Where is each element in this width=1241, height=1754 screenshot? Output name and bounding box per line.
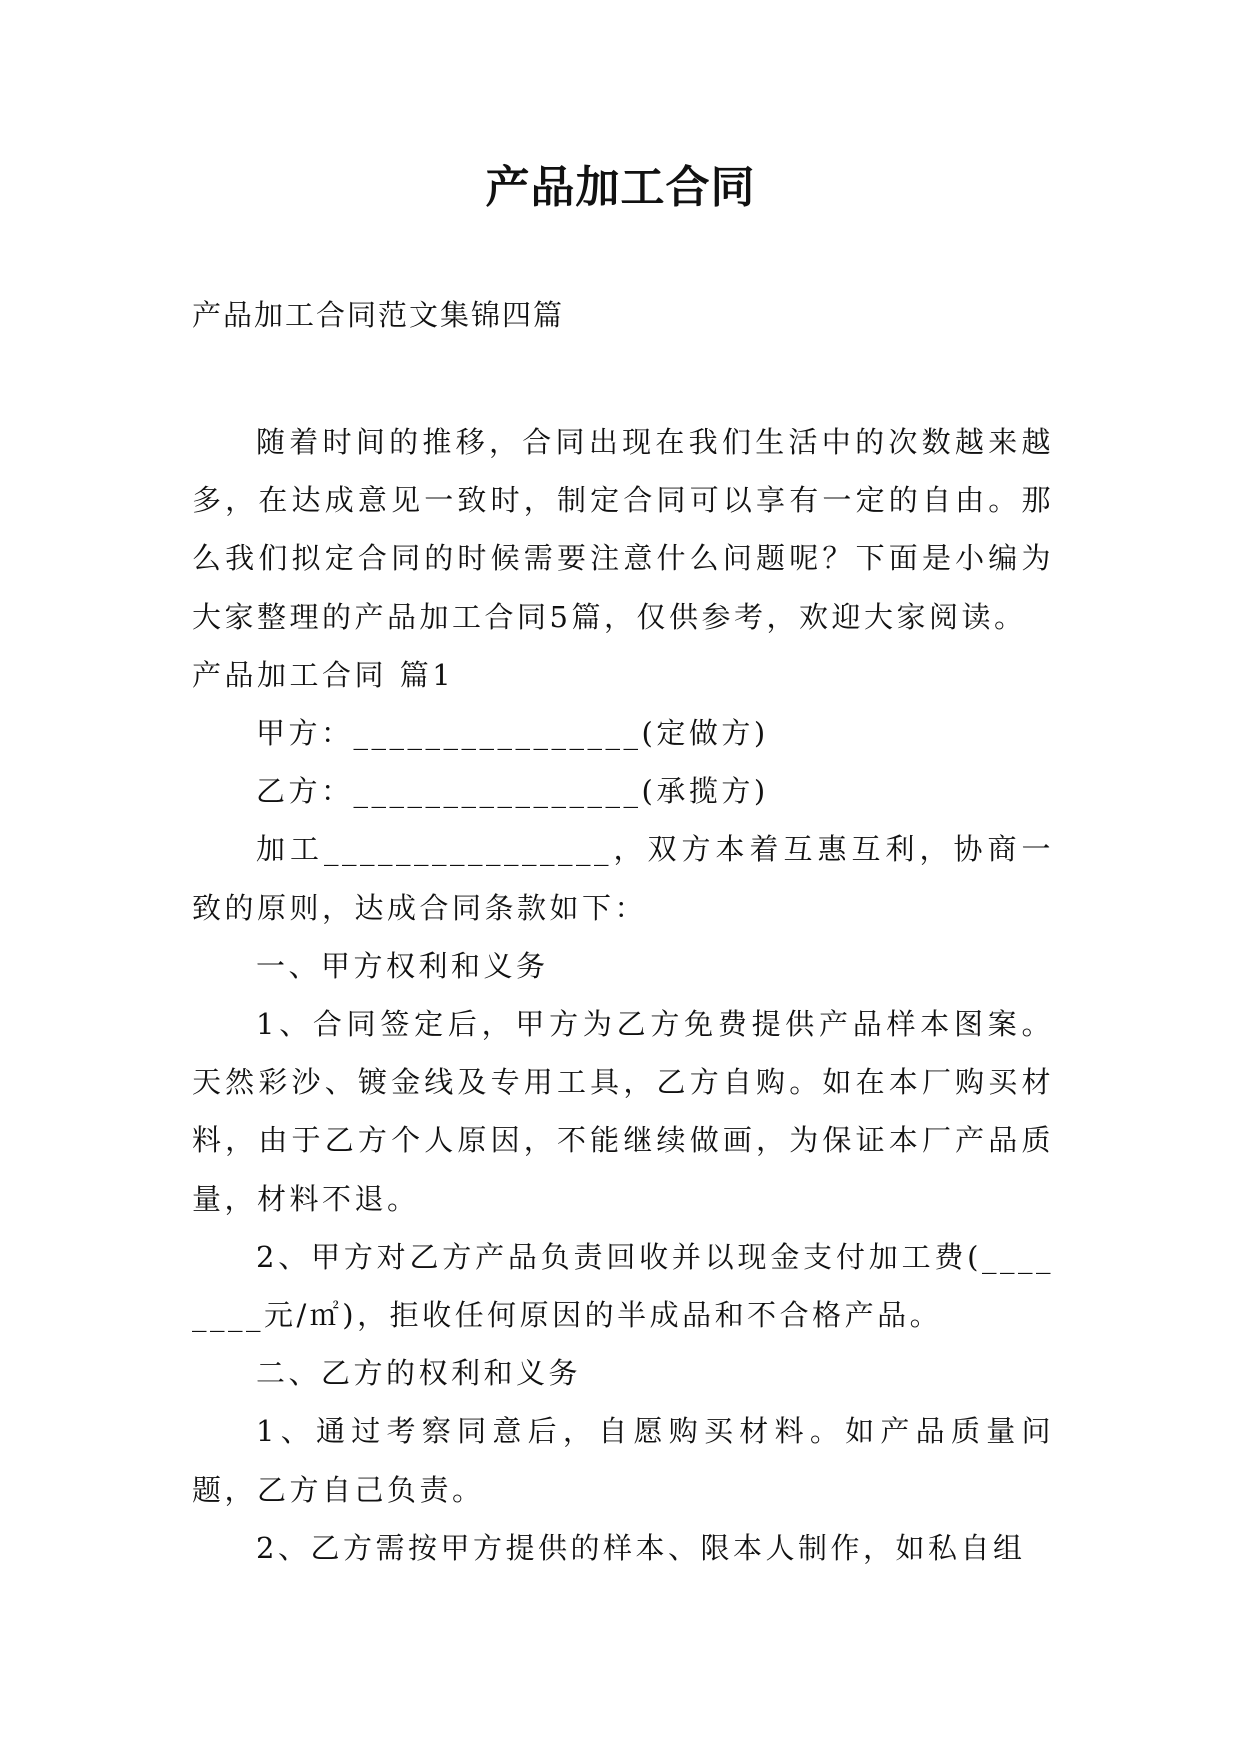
clause-b1: 1、通过考察同意后，自愿购买材料。如产品质量问题，乙方自己负责。 — [192, 1414, 1054, 1507]
clause-a2: 2、甲方对乙方产品负责回收并以现金支付加工费(________元/㎡)，拒收任何原因的半成品和不合格产品。 — [192, 1239, 1054, 1333]
party-b-line: 乙方：________________(承揽方) — [256, 774, 769, 809]
document-subtitle: 产品加工合同范文集锦四篇 — [192, 298, 565, 332]
intro-paragraph: 随着时间的推移，合同出现在我们生活中的次数越来越多，在达成意见一致时，制定合同可以享有一定的自由。那么我们拟定合同的时候需要注意什么问题呢？下面是小编为大家整理的产品加工合同5篇，仅供参考，欢迎大家阅读。 — [192, 425, 1054, 634]
processing-paragraph: 加工________________，双方本着互惠互利，协商一致的原则，达成合同条款如下： — [192, 832, 1054, 925]
document-body — [192, 413, 1054, 1577]
clause-a1: 1、合同签定后，甲方为乙方免费提供产品样本图案。天然彩沙、镀金线及专用工具，乙方自购。如在本厂购买材料，由于乙方个人原因，不能继续做画，为保证本厂产品质量，材料不退。 — [192, 1007, 1054, 1216]
clause-b2: 2、乙方需按甲方提供的样本、限本人制作，如私自组 — [256, 1530, 1026, 1565]
clause-heading-party-a: 一、甲方权利和义务 — [256, 948, 549, 983]
party-a-line: 甲方：________________(定做方) — [256, 716, 769, 751]
section-heading: 产品加工合同 篇1 — [192, 657, 455, 692]
document-title: 产品加工合同 — [485, 162, 756, 213]
clause-heading-party-b: 二、乙方的权利和义务 — [256, 1356, 582, 1391]
